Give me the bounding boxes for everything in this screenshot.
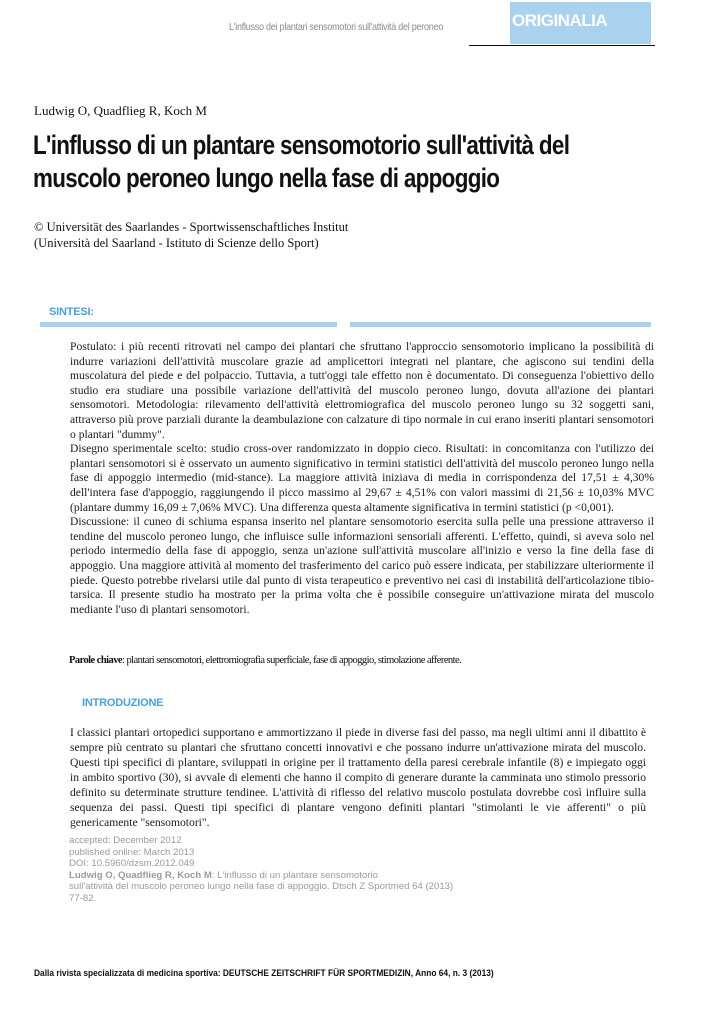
- article-title: L'influsso di un plantare sensomotorio sull'attività del muscolo peroneo lungo nella fase di appoggio: [33, 130, 570, 193]
- abstract-paragraph: Postulato: i più recenti ritrovati nel campo dei plantari che sfruttano l'approccio sensomotorio implicano la possibilità di indurre variazioni dell'attività muscolare grazie ad amplicettori integrati nel plantare, che agiscono sui tendini della muscolatura del piede e del polpaccio. Tuttavia, a tutt'oggi tale effetto non è documentato. Di conseguenza l'obiettivo dello studio era studiare una possibile variazione dell'attività del muscolo peroneo lungo, dovuta all'azione dei plantari sensomotori. Metodologia: rilevamento dell'attività elettromiografica del muscolo peroneo lungo su 32 soggetti sani, attraverso più prove parziali durante la deambulazione con calzature di tipo normale in cui erano inseriti plantari sensomotori o plantari "dummy".: [70, 340, 654, 441]
- abstract-band-left: [40, 322, 337, 327]
- abstract-band-right: [350, 322, 651, 327]
- abstract-paragraph: Disegno sperimentale scelto: studio cross-over randomizzato in doppio cieco. Risultati: in concomitanza con l'utilizzo dei plantari sensomotori si è osservato un aumento significativo in termini statistici dell'attività del muscolo peroneo lungo nella fase di appoggio intermedio (mid-stance). La maggiore attività iniziava di media in corrispondenza del 17,51 ± 4,30% dell'intera fase d'appoggio, raggiungendo il picco massimo al 29,67 ± 4,51% con valori massimi di 21,56 ± 10,03% MVC (plantare dummy 16,09 ± 7,06% MVC). Una differenza questa altamente significativa in termini statistici (p <0,001).: [70, 442, 654, 514]
- page-footer: Dalla rivista specializzata di medicina sportiva: DEUTSCHE ZEITSCHRIFT FÜR SPORTMEDIZIN, Anno 64, n. 3 (2013): [34, 968, 494, 978]
- keywords-list: : plantari sensomotori, elettromiografia superficiale, fase di appoggio, stimolazione afferente.: [122, 655, 462, 666]
- citation-title-start: : L'influsso di un plantare sensomotorio: [211, 869, 378, 881]
- abstract-body: [70, 340, 654, 617]
- publication-meta: [69, 835, 489, 904]
- citation-line-1: [69, 870, 489, 882]
- header-rule: [469, 45, 655, 46]
- citation-line-2: sull'attività del muscolo peroneo lungo nella fase di appoggio. Dtsch Z Sportmed 64 (2013): [69, 881, 454, 892]
- citation-line-3: 77-82.: [69, 892, 97, 904]
- running-head: L'influsso dei plantari sensomotori sull'attività del peroneo: [229, 21, 444, 33]
- abstract-heading: SINTESI:: [49, 306, 94, 318]
- affiliation-line-1: © Universität des Saarlandes - Sportwissenschaftliches Institut: [34, 220, 349, 234]
- published-date: published online: March 2013: [69, 846, 195, 858]
- article-authors: Ludwig O, Quadflieg R, Koch M: [34, 103, 207, 118]
- keywords-label: Parole chiave: [69, 655, 123, 666]
- affiliation-line-2: (Università del Saarland - Istituto di Scienze dello Sport): [34, 236, 319, 250]
- affiliation: [34, 219, 348, 251]
- introduction-body: I classici plantari ortopedici supportano e ammortizzano il piede in diverse fasi del passo, ma negli ultimi anni il dibattito è sempre più centrato su plantari che sfruttano concetti innovativi e che possano indurre un'attivazione mirata del muscolo. Questi tipi specifici di plantare, sviluppati in origine per il trattamento della paresi cerebrale infantile (8) e impiegato oggi in ambito sportivo (30), si avvale di elementi che hanno il compito di generare durante la camminata uno stimolo pressorio definito su determinate strutture tendinee. L'attività di riflesso del relativo muscolo postulata dovrebbe così influire sulla sequenza dei passi. Questi tipi specifici di plantare vengono definiti plantari "stimolanti le vie afferenti" o più genericamente "sensomotori".: [70, 726, 646, 829]
- abstract-paragraph: Discussione: il cuneo di schiuma espansa inserito nel plantare sensomotorio esercita sulla pelle una pressione attraverso il tendine del muscolo peroneo lungo, che influisce sulle informazioni sensoriali afferenti. L'effetto, quindi, si aveva solo nel periodo intermedio della fase di appoggio, senza un'azione sull'attività muscolare all'inizio e verso la fine della fase di appoggio. Una maggiore attività al momento del trasferimento del carico può essere indicata, per stabilizzare ulteriormente il piede. Questo potrebbe rivelarsi utile dal punto di vista terapeutico e preventivo nei casi di instabilità dell'articolazione tibio-tarsica. Il presente studio ha mostrato per la prima volta che è possibile conseguire un'attivazione mirata del muscolo mediante l'uso di plantari sensomotori.: [70, 515, 654, 616]
- doi: DOI: 10.5960/dzsm.2012.049: [69, 858, 195, 869]
- section-badge-label: ORIGINALIA: [512, 11, 608, 30]
- introduction-heading: INTRODUZIONE: [82, 697, 164, 709]
- keywords: [69, 655, 669, 666]
- accepted-date: accepted: December 2012: [69, 835, 182, 846]
- citation-authors: Ludwig O, Quadflieg R, Koch M: [69, 869, 212, 881]
